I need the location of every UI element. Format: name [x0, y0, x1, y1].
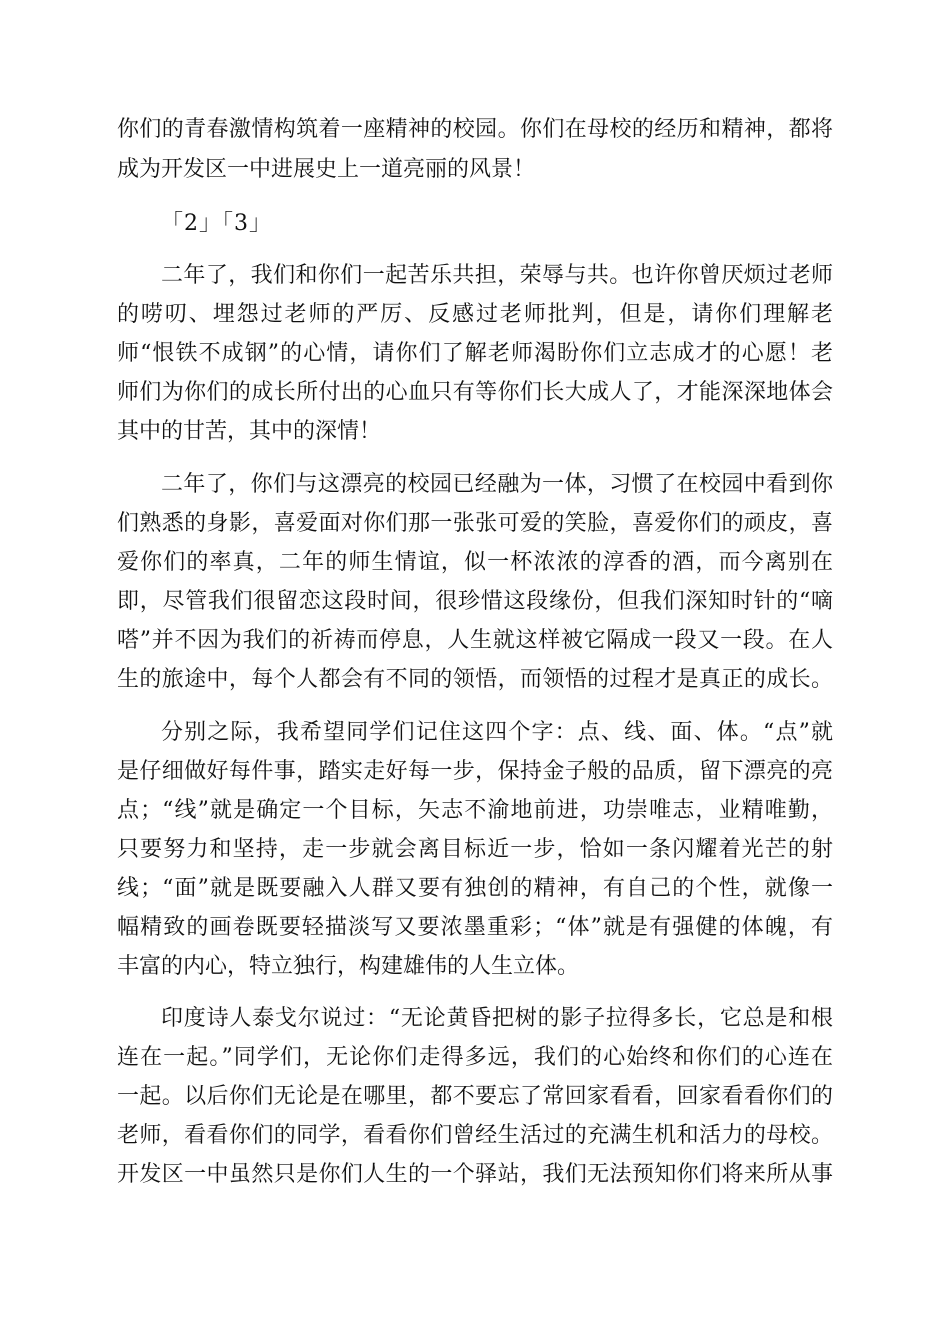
paragraph-5-line-4: 老师，看看你们的同学，看看你们曾经生活过的充满生机和活力的母校。	[117, 1123, 833, 1148]
paragraph-2-line-2: 的唠叨、埋怨过老师的严厉、反感过老师批判，但是，请你们理解老	[117, 302, 833, 327]
paragraph-5-line-1: 印度诗人泰戈尔说过：“无论黄昏把树的影子拉得多长，它总是和根	[161, 1006, 833, 1031]
reference-marker: 「2」「3」	[161, 211, 272, 236]
paragraph-4-line-1: 分别之际，我希望同学们记住这四个字：点、线、面、体。“点”就	[161, 720, 833, 745]
paragraph-3-line-6: 生的旅途中，每个人都会有不同的领悟，而领悟的过程才是真正的成长。	[117, 667, 833, 692]
paragraph-3-line-1: 二年了，你们与这漂亮的校园已经融为一体，习惯了在校园中看到你	[161, 472, 833, 497]
paragraph-1-line-1: 你们的青春激情构筑着一座精神的校园。你们在母校的经历和精神，都将	[117, 117, 833, 142]
paragraph-5-line-2: 连在一起。”同学们，无论你们走得多远，我们的心始终和你们的心连在	[117, 1045, 833, 1070]
paragraph-2-line-5: 其中的甘苦，其中的深情！	[117, 419, 382, 444]
paragraph-3-line-4: 即，尽管我们很留恋这段时间，很珍惜这段缘份，但我们深知时针的“嘀	[117, 589, 833, 614]
paragraph-2-line-1: 二年了，我们和你们一起苦乐共担，荣辱与共。也许你曾厌烦过老师	[161, 263, 833, 288]
paragraph-1-line-2: 成为开发区一中进展史上一道亮丽的风景！	[117, 157, 536, 182]
paragraph-4-line-5: 线；“面”就是既要融入人群又要有独创的精神，有自己的个性，就像一	[117, 876, 833, 901]
paragraph-5-line-5: 开发区一中虽然只是你们人生的一个驿站，我们无法预知你们将来所从事	[117, 1162, 833, 1187]
paragraph-4-line-2: 是仔细做好每件事，踏实走好每一步，保持金子般的品质，留下漂亮的亮	[117, 759, 833, 784]
paragraph-2-line-3: 师“恨铁不成钢”的心情，请你们了解老师渴盼你们立志成才的心愿！老	[117, 341, 833, 366]
paragraph-2-line-4: 师们为你们的成长所付出的心血只有等你们长大成人了，才能深深地体会	[117, 380, 833, 405]
paragraph-4-line-4: 只要努力和坚持，走一步就会离目标近一步，恰如一条闪耀着光芒的射	[117, 837, 833, 862]
paragraph-4-line-3: 点；“线”就是确定一个目标，矢志不渝地前进，功崇唯志，业精唯勤，	[117, 798, 833, 823]
paragraph-3-line-3: 爱你们的率真，二年的师生情谊，似一杯浓浓的淳香的酒，而今离别在	[117, 550, 833, 575]
paragraph-5-line-3: 一起。以后你们无论是在哪里，都不要忘了常回家看看，回家看看你们的	[117, 1084, 833, 1109]
paragraph-3-line-2: 们熟悉的身影，喜爱面对你们那一张张可爱的笑脸，喜爱你们的顽皮，喜	[117, 511, 833, 536]
paragraph-4-line-6: 幅精致的画卷既要轻描淡写又要浓墨重彩；“体”就是有强健的体魄，有	[117, 915, 833, 940]
paragraph-3-line-5: 嗒”并不因为我们的祈祷而停息，人生就这样被它隔成一段又一段。在人	[117, 628, 833, 653]
paragraph-4-line-7: 丰富的内心，特立独行，构建雄伟的人生立体。	[117, 954, 580, 979]
